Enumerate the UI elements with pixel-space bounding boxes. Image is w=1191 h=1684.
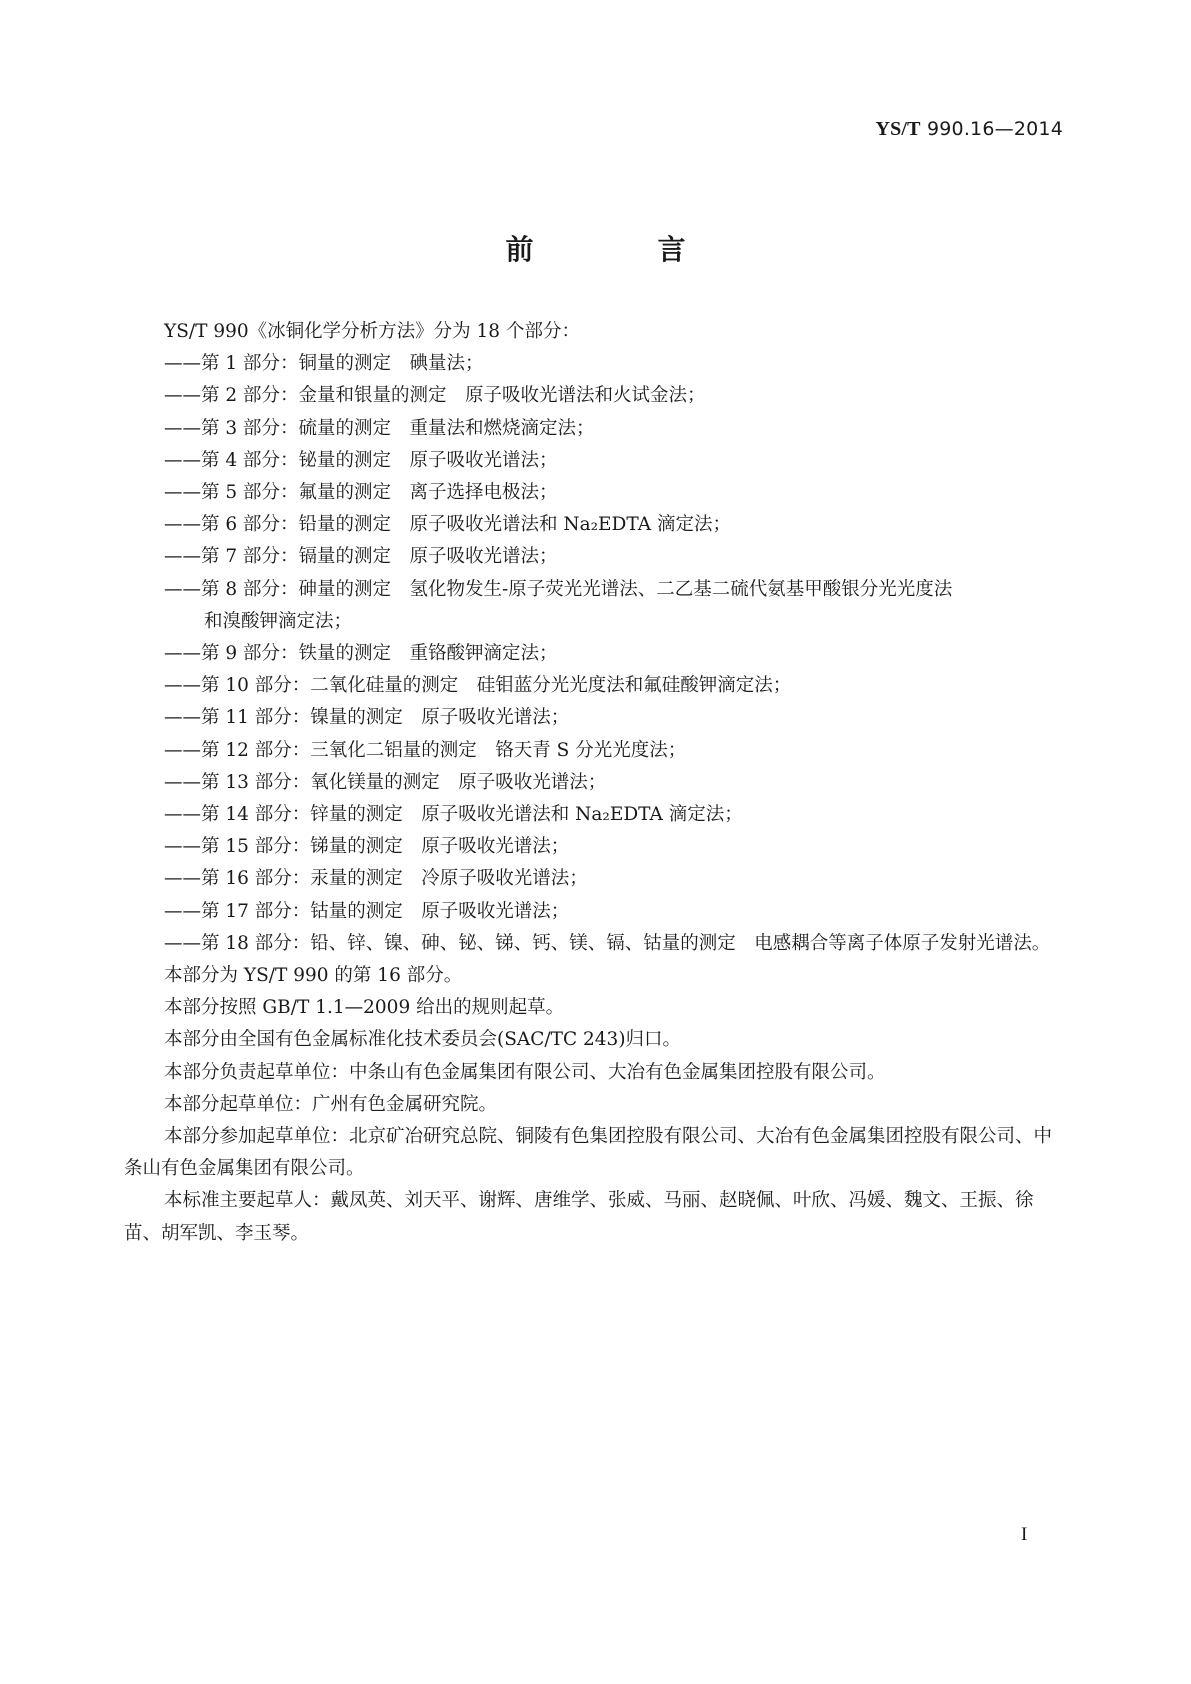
- part-item-18: ——第 18 部分：铅、锌、镍、砷、铋、锑、钙、镁、镉、钴量的测定 电感耦合等离子体原子发射光谱法。: [164, 932, 1051, 954]
- part-item-5: ——第 5 部分：氟量的测定 离子选择电极法；: [164, 482, 558, 504]
- part-item-8: ——第 8 部分：砷量的测定 氢化物发生-原子荧光光谱法、二乙基二硫代氨基甲酸银分光光度法: [164, 578, 953, 600]
- part-item-1: ——第 1 部分：铜量的测定 碘量法；: [164, 353, 484, 375]
- intro-paragraph: YS/T 990《冰铜化学分析方法》分为 18 个部分：: [164, 321, 580, 342]
- part-of-paragraph: 本部分为 YS/T 990 的第 16 部分。: [164, 965, 463, 987]
- part-item-15: ——第 15 部分：锑量的测定 原子吸收光谱法；: [164, 836, 570, 858]
- part-item-14: ——第 14 部分：锌量的测定 原子吸收光谱法和 Na₂EDTA 滴定法；: [164, 804, 743, 826]
- drafting-unit-paragraph: 本部分起草单位：广州有色金属研究院。: [164, 1093, 498, 1115]
- part-item-6: ——第 6 部分：铅量的测定 原子吸收光谱法和 Na₂EDTA 滴定法；: [164, 514, 731, 536]
- part-item-9: ——第 9 部分：铁量的测定 重铬酸钾滴定法；: [164, 643, 558, 665]
- responsible-units-paragraph: 本部分负责起草单位：中条山有色金属集团有限公司、大冶有色金属集团控股有限公司。: [164, 1061, 886, 1083]
- centralized-by-paragraph: 本部分由全国有色金属标准化技术委员会(SAC/TC 243)归口。: [164, 1029, 682, 1051]
- part-item-3: ——第 3 部分：硫量的测定 重量法和燃烧滴定法；: [164, 417, 595, 439]
- part-item-11: ——第 11 部分：镍量的测定 原子吸收光谱法；: [164, 707, 570, 729]
- standard-code: [875, 118, 1063, 141]
- page-number: I: [1021, 1524, 1028, 1545]
- part-item-8-continuation: 和溴酸钾滴定法；: [204, 610, 353, 632]
- part-item-13: ——第 13 部分：氧化镁量的测定 原子吸收光谱法；: [164, 771, 607, 793]
- part-item-16: ——第 16 部分：汞量的测定 冷原子吸收光谱法；: [164, 868, 588, 890]
- page-title: [0, 228, 1191, 268]
- standard-number: 990.16—2014: [926, 118, 1063, 140]
- main-drafters-paragraph: 本标准主要起草人：戴凤英、刘天平、谢辉、唐维学、张威、马丽、赵晓佩、叶欣、冯媛、魏文、王振、徐苗、胡军凯、李玉琴。: [124, 1190, 1034, 1244]
- part-item-4: ——第 4 部分：铋量的测定 原子吸收光谱法；: [164, 449, 558, 471]
- drafting-rules-paragraph: 本部分按照 GB/T 1.1—2009 给出的规则起草。: [164, 997, 565, 1019]
- title-char-1: 前: [505, 233, 596, 266]
- participating-units-paragraph: 本部分参加起草单位：北京矿冶研究总院、铜陵有色集团控股有限公司、大冶有色金属集团控股有限公司、中条山有色金属集团有限公司。: [124, 1126, 1053, 1180]
- standard-prefix: YS/T: [875, 118, 921, 140]
- part-item-2: ——第 2 部分：金量和银量的测定 原子吸收光谱法和火试金法；: [164, 385, 706, 407]
- part-item-7: ——第 7 部分：镉量的测定 原子吸收光谱法；: [164, 546, 558, 568]
- title-char-2: 言: [657, 233, 748, 266]
- part-item-12: ——第 12 部分：三氧化二铝量的测定 铬天青 S 分光光度法；: [164, 739, 687, 761]
- part-item-17: ——第 17 部分：钴量的测定 原子吸收光谱法；: [164, 900, 570, 922]
- part-item-10: ——第 10 部分：二氧化硅量的测定 硅钼蓝分光光度法和氟硅酸钾滴定法；: [164, 675, 792, 697]
- foreword-body: [124, 316, 1068, 1250]
